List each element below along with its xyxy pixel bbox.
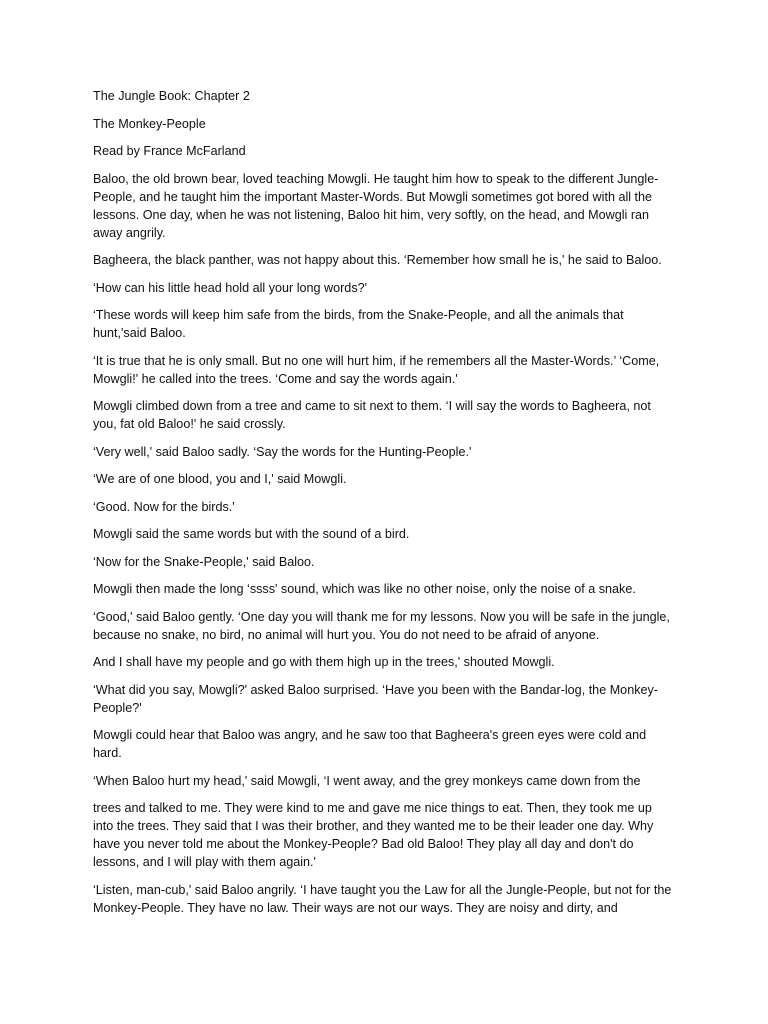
paragraph: And I shall have my people and go with them high up in the trees,' shouted Mowgli.	[93, 655, 555, 669]
document-body	[93, 87, 673, 926]
paragraph: Mowgli climbed down from a tree and came to sit next to them. ‘I will say the words to Bagheera, not you, fat old Baloo!' he said crossly.	[93, 399, 651, 431]
paragraph: Mowgli could hear that Baloo was angry, and he saw too that Bagheera's green eyes were cold and hard.	[93, 728, 647, 760]
paragraph: ‘It is true that he is only small. But no one will hurt him, if he remembers all the Master-Words.’ ‘Come, Mowgli!' he called into the trees. ‘Come and say the words again.'	[93, 353, 660, 386]
paragraph: ‘When Baloo hurt my head,' said Mowgli, ‘I went away, and the grey monkeys came down from the	[93, 773, 641, 788]
reader-credit: Read by France McFarland	[93, 144, 246, 158]
paragraph: Baloo, the old brown bear, loved teaching Mowgli. He taught him how to speak to the different Jungle-People, and he taught him the important Master-Words. But Mowgli sometimes got bored with all the lessons. One day, when he was not listening, Baloo hit him, very softly, on the head, and Mowgli ran away angrily.	[93, 171, 659, 240]
document-title: The Jungle Book: Chapter 2	[93, 89, 250, 103]
paragraph: Bagheera, the black panther, was not happy about this. ‘Remember how small he is,' he said to Baloo.	[93, 253, 662, 267]
paragraph: ‘Good. Now for the birds.'	[93, 499, 235, 514]
paragraph: ‘These words will keep him safe from the birds, from the Snake-People, and all the animals that hunt,'said Baloo.	[93, 308, 624, 340]
paragraph: ‘Good,' said Baloo gently. ‘One day you will thank me for my lessons. Now you will be safe in the jungle, because no snake, no bird, no animal will hurt you. You do not need to be afraid of anyone.	[93, 609, 670, 642]
chapter-title: The Monkey-People	[93, 116, 206, 131]
paragraph: ‘Listen, man-cub,' said Baloo angrily. ‘I have taught you the Law for all the Jungle-People, but not for the Monkey-People. They have no law. Their ways are not our ways. They are noisy and dirty, and	[93, 882, 672, 915]
paragraph: ‘What did you say, Mowgli?' asked Baloo surprised. ‘Have you been with the Bandar-log, the Monkey-People?'	[93, 682, 658, 715]
paragraph: ‘Now for the Snake-People,' said Baloo.	[93, 554, 315, 569]
paragraph: ‘We are of one blood, you and I,' said Mowgli.	[93, 472, 347, 486]
paragraph: Mowgli then made the long ‘ssss' sound, which was like no other noise, only the noise of a snake.	[93, 582, 636, 596]
paragraph: trees and talked to me. They were kind to me and gave me nice things to eat. Then, they took me up into the trees. They said that I was their brother, and they wanted me to be their leader one day. Why have you never told me about the Monkey-People? Bad old Baloo! They play all day and don't do lessons, and I will play with them again.'	[93, 801, 654, 869]
paragraph: ‘Very well,' said Baloo sadly. ‘Say the words for the Hunting-People.'	[93, 444, 472, 459]
paragraph: Mowgli said the same words but with the sound of a bird.	[93, 527, 410, 541]
paragraph: ‘How can his little head hold all your long words?'	[93, 280, 368, 295]
